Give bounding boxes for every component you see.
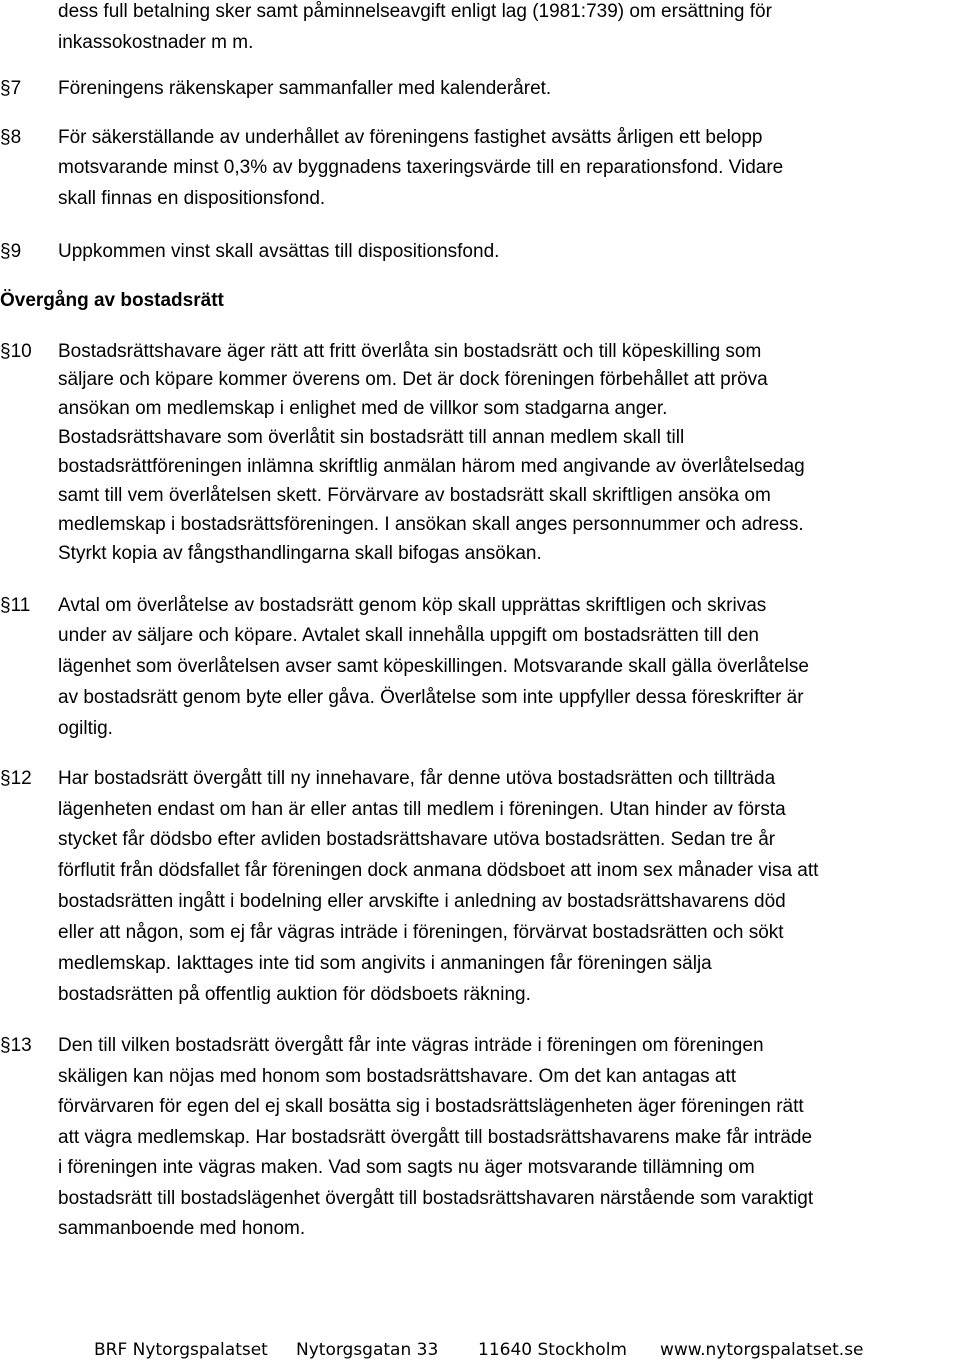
section-13-line: att vägra medlemskap. Har bostadsrätt övergått till bostadsrättshavarens make får inträde bbox=[58, 1127, 813, 1148]
section-10-line: Bostadsrättshavare äger rätt att fritt överlåta sin bostadsrätt och till köpeskilling som bbox=[58, 341, 762, 362]
section-12-line: förflutit från dödsfallet får föreningen dock anmana dödsboet att inom sex månader visa att bbox=[58, 860, 819, 881]
section-11-line: Avtal om överlåtelse av bostadsrätt genom köp skall upprättas skriftligen och skrivas bbox=[58, 595, 767, 616]
section-12-line: bostadsrätten ingått i bodelning eller arvskifte i anledning av bostadsrättshavarens död bbox=[58, 891, 786, 912]
section-10-line: Bostadsrättshavare som överlåtit sin bostadsrätt till annan medlem skall till bbox=[58, 427, 685, 448]
section-number-13: §13 bbox=[0, 1035, 32, 1056]
section-10-line: Styrkt kopia av fångsthandlingarna skall bifogas ansökan. bbox=[58, 543, 542, 564]
section-12-line: stycket får dödsbo efter avliden bostadsrättshavare utöva bostadsrätten. Sedan tre år bbox=[58, 829, 776, 850]
section-heading: Övergång av bostadsrätt bbox=[0, 290, 224, 311]
footer-postal-city: 11640 Stockholm bbox=[478, 1340, 627, 1360]
section-13-line: Den till vilken bostadsrätt övergått får inte vägras inträde i föreningen om föreningen bbox=[58, 1035, 764, 1056]
section-10-line: medlemskap i bostadsrättsföreningen. I ansökan skall anges personnummer och adress. bbox=[58, 514, 804, 535]
section-11-line: ogiltig. bbox=[58, 718, 113, 739]
section-13-line: bostadsrätt till bostadslägenhet övergått till bostadsrättshavaren närstående som varaktigt bbox=[58, 1188, 814, 1209]
section-13-line: i föreningen inte vägras maken. Vad som sagts nu äger motsvarande tillämning om bbox=[58, 1157, 755, 1178]
section-10-line: ansökan om medlemskap i enlighet med de villkor som stadgarna anger. bbox=[58, 398, 668, 419]
section-number-8: §8 bbox=[0, 127, 22, 148]
section-11-line: lägenhet som överlåtelsen avser samt köpeskillingen. Motsvarande skall gälla överlåtelse bbox=[58, 656, 809, 677]
section-12-line: medlemskap. Iakttages inte tid som angivits i anmaningen får föreningen sälja bbox=[58, 953, 712, 974]
section-11-line: under av säljare och köpare. Avtalet skall innehålla uppgift om bostadsrätten till den bbox=[58, 625, 759, 646]
section-12-line: eller att någon, som ej får vägras inträde i föreningen, förvärvat bostadsrätten och sökt bbox=[58, 922, 784, 943]
section-8-line: skall finnas en dispositionsfond. bbox=[58, 188, 326, 209]
footer-website-link[interactable]: www.nytorgspalatset.se bbox=[660, 1340, 864, 1360]
section-10-line: samt till vem överlåtelsen skett. Förvärvare av bostadsrätt skall skriftligen ansöka om bbox=[58, 485, 771, 506]
section-11-line: av bostadsrätt genom byte eller gåva. Överlåtelse som inte uppfyller dessa föreskrifter är bbox=[58, 687, 804, 708]
section-10-line: säljare och köpare kommer överens om. Det är dock föreningen förbehållet att pröva bbox=[58, 369, 768, 390]
section-8-line: motsvarande minst 0,3% av byggnadens taxeringsvärde till en reparationsfond. Vidare bbox=[58, 157, 784, 178]
section-9-line: Uppkommen vinst skall avsättas till dispositionsfond. bbox=[58, 241, 500, 262]
intro-line: inkassokostnader m m. bbox=[58, 32, 254, 53]
section-12-line: Har bostadsrätt övergått till ny innehavare, får denne utöva bostadsrätten och tillträda bbox=[58, 768, 776, 789]
page-footer bbox=[0, 1338, 960, 1362]
footer-association-name: BRF Nytorgspalatset bbox=[94, 1340, 268, 1360]
section-8-line: För säkerställande av underhållet av föreningens fastighet avsätts årligen ett belopp bbox=[58, 127, 763, 148]
footer-street-address: Nytorgsgatan 33 bbox=[296, 1340, 439, 1360]
section-13-line: skäligen kan nöjas med honom som bostadsrättshavare. Om det kan antagas att bbox=[58, 1066, 737, 1087]
intro-line: dess full betalning sker samt påminnelseavgift enligt lag (1981:739) om ersättning för bbox=[58, 1, 772, 22]
section-number-7: §7 bbox=[0, 78, 22, 99]
section-12-line: lägenheten endast om han är eller antas till medlem i föreningen. Utan hinder av första bbox=[58, 799, 786, 820]
section-number-11: §11 bbox=[0, 595, 31, 616]
section-number-9: §9 bbox=[0, 241, 22, 262]
section-13-line: förvärvaren för egen del ej skall bosätta sig i bostadsrättslägenheten äger föreningen rätt bbox=[58, 1096, 804, 1117]
section-13-line: sammanboende med honom. bbox=[58, 1218, 306, 1239]
section-10-line: bostadsrättföreningen inlämna skriftlig anmälan härom med angivande av överlåtelsedag bbox=[58, 456, 805, 477]
section-number-10: §10 bbox=[0, 341, 32, 362]
section-7-line: Föreningens räkenskaper sammanfaller med kalenderåret. bbox=[58, 78, 552, 99]
section-12-line: bostadsrätten på offentlig auktion för dödsboets räkning. bbox=[58, 984, 531, 1005]
section-number-12: §12 bbox=[0, 768, 32, 789]
